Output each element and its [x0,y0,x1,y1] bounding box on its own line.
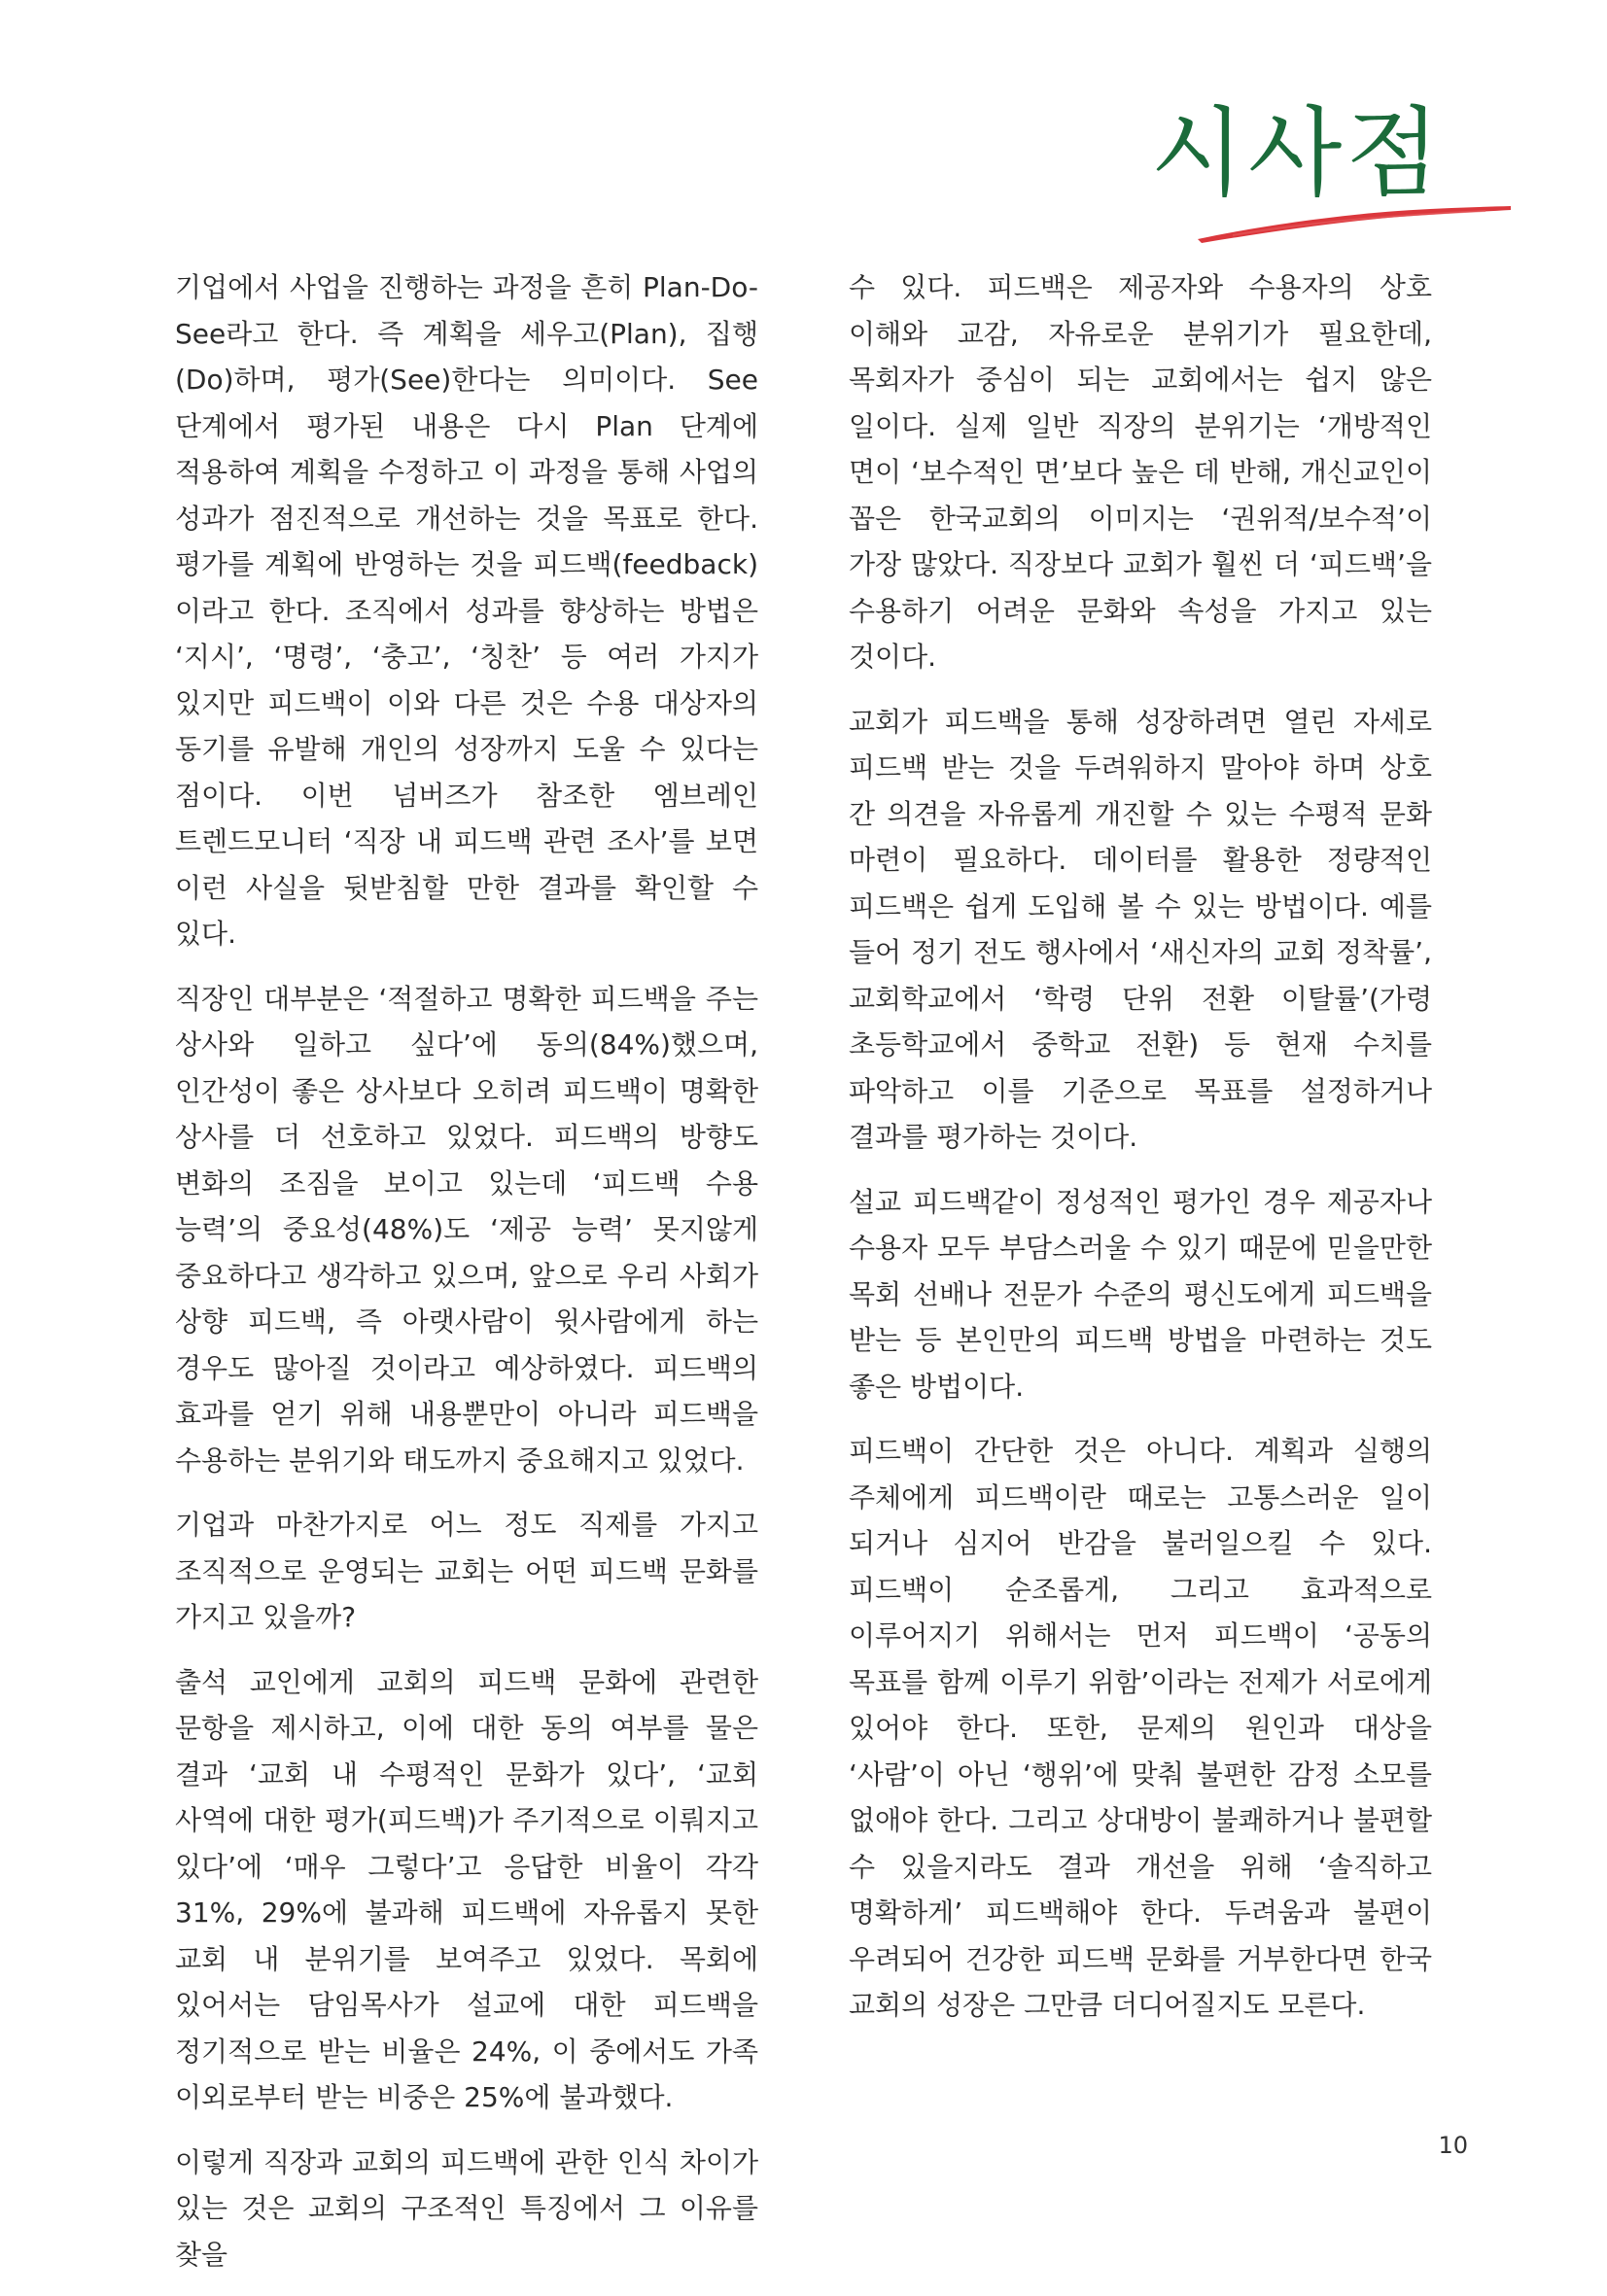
page-title: 시사점 [1150,96,1444,210]
paragraph: 이렇게 직장과 교회의 피드백에 관한 인식 차이가 있는 것은 교회의 구조적인 특징에서 그 이유를 찾을 [175,2145,758,2271]
page-number: 10 [1438,2132,1468,2159]
paragraph: 수 있다. 피드백은 제공자와 수용자의 상호 이해와 교감, 자유로운 분위기가 필요한데, 목회자가 중심이 되는 교회에서는 쉽지 않은 일이다. 실제 일반 직장의 분위기는 ‘개방적인 면이 ‘보수적인 면’보다 높은 데 반해, 개신교인이 꼽은 한국교회의 이미지는 ‘권위적/보수적’이 가장 많았다. 직장보다 교회가 훨씬 더 ‘피드백’을 수용하기 어려운 문화와 속성을 가지고 있는 것이다. [849,271,1432,673]
paragraph: 기업과 마찬가지로 어느 정도 직제를 가지고 조직적으로 운영되는 교회는 어떤 피드백 문화를 가지고 있을까? [175,1509,758,1633]
paragraph: 피드백이 간단한 것은 아니다. 계획과 실행의 주체에게 피드백이란 때로는 고통스러운 일이 되거나 심지어 반감을 불러일으킬 수 있다. 피드백이 순조롭게, 그리고 효과적으로 이루어지기 위해서는 먼저 피드백이 ‘공동의 목표를 함께 이루기 위함’이라는 전제가 서로에게 있어야 한다. 또한, 문제의 원인과 대상을 ‘사람’이 아닌 ‘행위’에 맞춰 불편한 감정 소모를 없애야 한다. 그리고 상대방이 불쾌하거나 불편할 수 있을지라도 결과 개선을 위해 ‘솔직하고 명확하게’ 피드백해야 한다. 두려움과 불편이 우려되어 건강한 피드백 문화를 거부한다면 한국 교회의 성장은 그만큼 더디어질지도 모른다. [849,1435,1432,2021]
paragraph: 설교 피드백같이 정성적인 평가인 경우 제공자나 수용자 모두 부담스러울 수 있기 때문에 믿을만한 목회 선배나 전문가 수준의 평신도에게 피드백을 받는 등 본인만의 피드백 방법을 마련하는 것도 좋은 방법이다. [849,1185,1432,1403]
paragraph: 출석 교인에게 교회의 피드백 문화에 관련한 문항을 제시하고, 이에 대한 동의 여부를 물은 결과 ‘교회 내 수평적인 문화가 있다’, ‘교회 사역에 대한 평가(피드백)가 주기적으로 이뤄지고 있다’에 ‘매우 그렇다’고 응답한 비율이 각각 31%, 29%에 불과해 피드백에 자유롭지 못한 교회 내 분위기를 보여주고 있었다. 목회에 있어서는 담임목사가 설교에 대한 피드백을 정기적으로 받는 비율은 24%, 이 중에서도 가족 이외로부터 받는 비중은 25%에 불과했다. [175,1665,758,2113]
paragraph: 기업에서 사업을 진행하는 과정을 흔히 Plan-Do-See라고 한다. 즉 계획을 세우고(Plan), 집행(Do)하며, 평가(See)한다는 의미이다. See 단계에서 평가된 내용은 다시 Plan 단계에 적용하여 계획을 수정하고 이 과정을 통해 사업의 성과가 점진적으로 개선하는 것을 목표로 한다. 평가를 계획에 반영하는 것을 피드백(feedback)이라고 한다. 조직에서 성과를 향상하는 방법은 ‘지시’, ‘명령’, ‘충고’, ‘칭찬’ 등 여러 가지가 있지만 피드백이 이와 다른 것은 수용 대상자의 동기를 유발해 개인의 성장까지 도울 수 있다는 점이다. 이번 넘버즈가 참조한 엠브레인 트렌드모니터 ‘직장 내 피드백 관련 조사’를 보면 이런 사실을 뒷받침할 만한 결과를 확인할 수 있다. [175,271,758,950]
left-text-column [175,264,758,2296]
right-text-column [849,264,1432,2047]
paragraph: 교회가 피드백을 통해 성장하려면 열린 자세로 피드백 받는 것을 두려워하지 말아야 하며 상호 간 의견을 자유롭게 개진할 수 있는 수평적 문화 마련이 필요하다. 데이터를 활용한 정량적인 피드백은 쉽게 도입해 볼 수 있는 방법이다. 예를 들어 정기 전도 행사에서 ‘새신자의 교회 정착률’, 교회학교에서 ‘학령 단위 전환 이탈률’(가령 초등학교에서 중학교 전환) 등 현재 수치를 파악하고 이를 기준으로 목표를 설정하거나 결과를 평가하는 것이다. [849,705,1432,1153]
paragraph: 직장인 대부분은 ‘적절하고 명확한 피드백을 주는 상사와 일하고 싶다’에 동의(84%)했으며, 인간성이 좋은 상사보다 오히려 피드백이 명확한 상사를 더 선호하고 있었다. 피드백의 방향도 변화의 조짐을 보이고 있는데 ‘피드백 수용 능력’의 중요성(48%)도 ‘제공 능력’ 못지않게 중요하다고 생각하고 있으며, 앞으로 우리 사회가 상향 피드백, 즉 아랫사람이 윗사람에게 하는 경우도 많아질 것이라고 예상하였다. 피드백의 효과를 얻기 위해 내용뿐만이 아니라 피드백을 수용하는 분위기와 태도까지 중요해지고 있었다. [175,982,758,1477]
red-brush-stroke-decoration [1194,202,1515,247]
